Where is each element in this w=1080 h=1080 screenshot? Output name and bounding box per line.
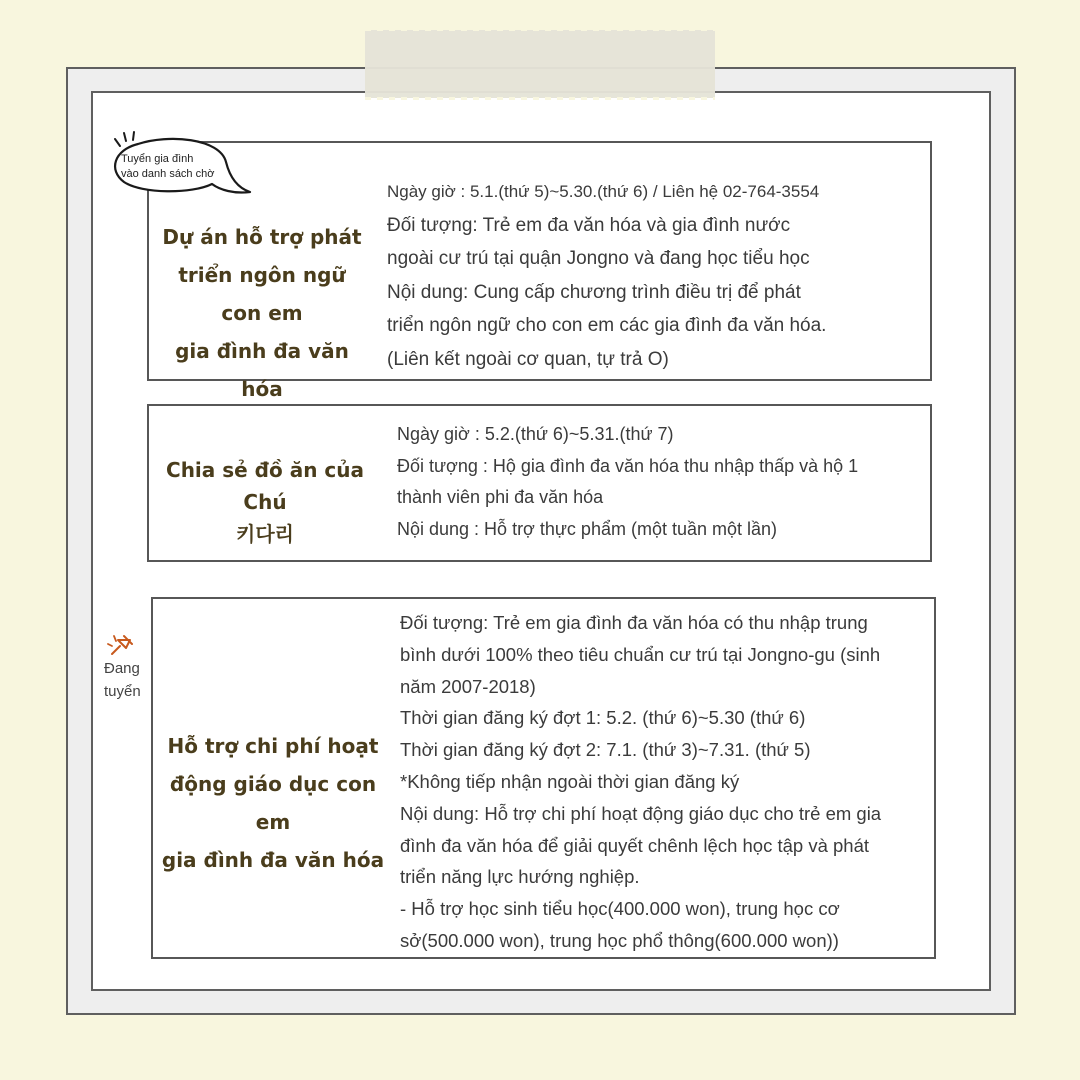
waitlist-badge <box>121 152 214 182</box>
program-card-food-sharing <box>147 404 932 562</box>
program-title <box>149 454 381 550</box>
detail-line: *Không tiếp nhận ngoài thời gian đăng ký <box>400 770 740 792</box>
program-details <box>397 419 858 545</box>
waitlist-badge-line: vào danh sách chờ <box>121 168 215 180</box>
masking-tape <box>365 30 715 98</box>
program-title-line: Hỗ trợ chi phí hoạt <box>167 734 379 758</box>
recruiting-badge-line: tuyển <box>104 683 141 700</box>
recruiting-badge-line: Đang <box>104 660 140 677</box>
program-title-line: triển ngôn ngữ con em <box>178 263 346 325</box>
program-title <box>157 218 367 408</box>
detail-line: sở(500.000 won), trung học phổ thông(600.000 won)) <box>400 929 839 951</box>
program-title-line: 키다리 <box>236 522 294 546</box>
detail-line: đình đa văn hóa để giải quyết chênh lệch học tập và phát <box>400 834 870 856</box>
waitlist-badge-line: Tuyển gia đình <box>121 153 194 165</box>
detail-line: - Hỗ trợ học sinh tiểu học(400.000 won), trung học cơ <box>400 898 840 920</box>
program-details <box>400 607 881 957</box>
detail-line: triển ngôn ngữ cho con em các gia đình đa văn hóa. <box>387 315 827 336</box>
detail-line: Đối tượng : Hộ gia đình đa văn hóa thu nhập thấp và hộ 1 <box>397 455 859 476</box>
program-details <box>387 175 826 376</box>
program-title-line: Chia sẻ đồ ăn của Chú <box>166 458 364 514</box>
program-title <box>153 727 393 879</box>
program-card-education-support <box>151 597 936 959</box>
program-card-language-support <box>147 141 932 401</box>
detail-line: Nội dung : Hỗ trợ thực phẩm (một tuần một lần) <box>397 518 778 539</box>
detail-line: Thời gian đăng ký đợt 2: 7.1. (thứ 3)~7.31. (thứ 5) <box>400 739 811 761</box>
detail-line: Thời gian đăng ký đợt 1: 5.2. (thứ 6)~5.30 (thứ 6) <box>400 707 806 729</box>
detail-line: Đối tượng: Trẻ em gia đình đa văn hóa có thu nhập trung <box>400 612 868 633</box>
detail-line: Nội dung: Hỗ trợ chi phí hoạt động giáo dục cho trẻ em gia <box>400 802 882 824</box>
detail-line: Đối tượng: Trẻ em đa văn hóa và gia đình nước <box>387 214 791 236</box>
detail-line: Ngày giờ : 5.2.(thứ 6)~5.31.(thứ 7) <box>397 424 674 444</box>
detail-line: (Liên kết ngoài cơ quan, tự trả O) <box>387 348 669 370</box>
recruiting-badge <box>104 657 141 703</box>
program-title-line: gia đình đa văn hóa <box>175 339 349 401</box>
detail-line: Nội dung: Cung cấp chương trình điều trị để phát <box>387 281 801 303</box>
detail-line: năm 2007-2018) <box>400 675 536 697</box>
detail-line: bình dưới 100% theo tiêu chuẩn cư trú tại Jongno-gu (sinh <box>400 643 881 665</box>
detail-line: Ngày giờ : 5.1.(thứ 5)~5.30.(thứ 6) / Liên hệ 02-764-3554 <box>387 182 820 201</box>
detail-line: triển năng lực hướng nghiệp. <box>400 866 640 888</box>
program-title-line: gia đình đa văn hóa <box>161 848 385 872</box>
detail-line: ngoài cư trú tại quận Jongno và đang học tiểu học <box>387 248 810 269</box>
detail-line: thành viên phi đa văn hóa <box>397 487 604 507</box>
program-title-line: động giáo dục con em <box>169 772 377 834</box>
program-title-line: Dự án hỗ trợ phát <box>162 225 362 249</box>
